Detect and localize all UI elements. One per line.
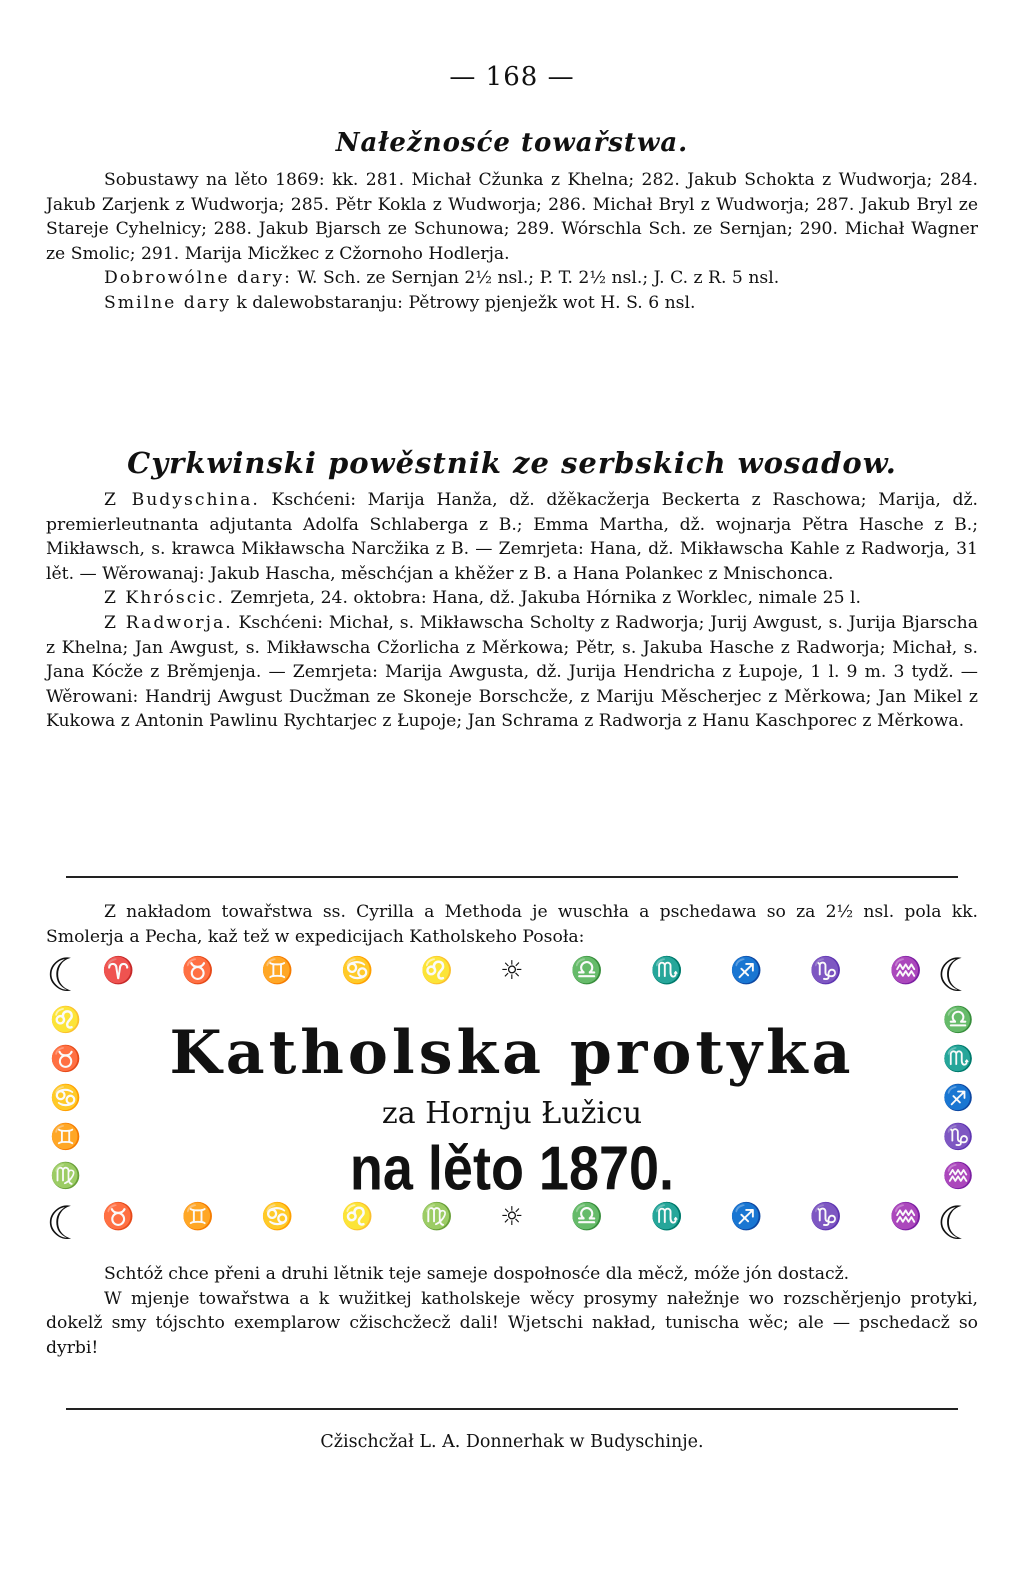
page-number: — 168 — <box>449 62 575 92</box>
zodiac-icon: ♒ <box>889 1202 922 1232</box>
parish-entry <box>46 611 978 734</box>
moon-icon: ☾ <box>936 948 978 1002</box>
almanac-title: Katholska protyka <box>169 1018 855 1088</box>
section-heading-membership: Nałežnosće towařstwa. <box>335 128 689 158</box>
alms-text: k dalewobstaranju: Pětrowy pjenježk wot H. S. 6 nsl. <box>236 292 696 313</box>
sun-icon: ☼ <box>500 956 524 986</box>
almanac-year: na lěto 1870. <box>349 1134 675 1204</box>
zodiac-icon: ♐ <box>730 956 763 986</box>
alms-label: Smilne dary <box>104 292 231 313</box>
zodiac-icon: ♋ <box>50 1082 82 1112</box>
divider <box>66 1408 958 1410</box>
closing-block <box>46 1262 978 1360</box>
parish-text: Zemrjeta, 24. oktobra: Hana, dž. Jakuba Hórnika z Worklec, nimale 25 l. <box>230 588 861 609</box>
zodiac-icon: ♑ <box>809 1202 843 1232</box>
zodiac-icon: ♍ <box>420 1202 453 1232</box>
parish-place: Z Budyschina. <box>104 490 260 510</box>
voluntary-gifts-paragraph <box>46 266 978 291</box>
voluntary-gifts-label: Dobrowólne dary: <box>104 268 292 289</box>
zodiac-border-top <box>102 956 922 986</box>
zodiac-border-bottom <box>102 1202 922 1232</box>
parish-place: Z Radworja. <box>104 612 233 633</box>
zodiac-icon: ♌ <box>50 1004 82 1034</box>
members-paragraph: Sobustawy na lěto 1869: kk. 281. Michał Cžunka z Khelna; 282. Jakub Schokta z Wudworja; 284. Jakub Zarjenk z Wudworja; 285. Pětr Kokla z Wudworja; 286. Michał Bryl z Wudworja; 287. Jakub Bryl ze Stareje Cyhelnicy; 288. Jakub Bjarsch ze Schunowa; 289. Wórschla Sch. ze Sernjan; 290. Michał Wagner ze Smolic; 291. Marija Micžkec z Cžornoho Hodlerja. <box>46 170 978 264</box>
voluntary-gifts-text: W. Sch. ze Sernjan 2½ nsl.; P. T. 2½ nsl.; J. C. z R. 5 nsl. <box>297 268 780 289</box>
zodiac-icon: ♌ <box>340 1202 374 1232</box>
divider <box>66 876 958 878</box>
zodiac-icon: ♌ <box>420 956 453 986</box>
zodiac-icon: ♋ <box>340 956 374 986</box>
zodiac-icon: ♊ <box>50 1122 82 1152</box>
zodiac-icon: ♑ <box>942 1122 974 1152</box>
zodiac-icon: ♋ <box>261 1202 294 1232</box>
zodiac-icon: ♉ <box>102 1202 135 1232</box>
zodiac-icon: ♐ <box>942 1082 974 1112</box>
church-news-block <box>46 488 978 734</box>
zodiac-icon: ♉ <box>181 956 215 986</box>
zodiac-icon: ♈ <box>102 956 135 986</box>
alms-paragraph <box>46 291 978 316</box>
zodiac-icon: ♑ <box>809 956 843 986</box>
almanac-subtitle: za Hornju Łužicu <box>381 1096 643 1131</box>
sun-icon: ☼ <box>500 1202 524 1232</box>
closing-paragraph: W mjenje towařstwa a k wužitkej katholskeje wěcy prosymy nałežnje wo rozschěrjenjo protyki, dokelž smy tójschto exemplarow cžischcžecž dali! Wjetschi nakład, tunischa wěc; ale — pschedacž so dyrbi! <box>46 1288 978 1358</box>
notice-block <box>46 900 978 949</box>
closing-paragraph: Schtóž chce přeni a druhi lětnik teje sameje dospołnosće dla měcž, móže jón dostacž. <box>104 1264 850 1284</box>
membership-block <box>46 168 978 316</box>
zodiac-icon: ♒ <box>942 1161 974 1191</box>
printer-imprint: Cžischcžał L. A. Donnerhak w Budyschinje. <box>320 1432 704 1452</box>
zodiac-icon: ♉ <box>50 1043 82 1073</box>
zodiac-icon: ♎ <box>942 1004 974 1034</box>
zodiac-icon: ♊ <box>181 1202 215 1232</box>
moon-icon: ☾ <box>46 1196 88 1250</box>
zodiac-icon: ♊ <box>261 956 294 986</box>
parish-text: Kschćeni: Marija Hanža, dž. džěkacžerja Beckerta z Raschowa; Marija, dž. premierleutnanta adjutanta Adolfa Schlaberga z B.; Emma Martha, dž. wojnarja Pětra Hasche z B.; Mikławsch, s. krawca Mikławscha Narcžika z B. — Zemrjeta: Hana, dž. Mikławscha Kahle z Radworja, 31 lět. — Wěrowanaj: Jakub Hascha, měschćjan a khěžer z B. a Hana Polankec z Mnischonca. <box>46 490 978 584</box>
moon-icon: ☾ <box>936 1196 978 1250</box>
parish-entry <box>46 586 978 611</box>
zodiac-icon: ♒ <box>889 956 922 986</box>
parish-place: Z Khróscic. <box>104 588 225 609</box>
zodiac-icon: ♏ <box>650 956 683 986</box>
zodiac-icon: ♏ <box>942 1043 974 1073</box>
notice-paragraph: Z nakładom towařstwa ss. Cyrilla a Methoda je wuschła a pschedawa so za 2½ nsl. pola kk. Smolerja a Pecha, kaž tež w expedicijach Katholskeho Posoła: <box>46 902 978 947</box>
parish-text: Kschćeni: Michał, s. Mikławscha Scholty z Radworja; Jurij Awgust, s. Jurija Bjarscha z Khelna; Jan Awgust, s. Mikławscha Cžorlicha z Měrkowa; Pětr, s. Jakuba Hasche z Radworja; Michał, s. Jana Kócže z Brěmjenja. — Zemrjeta: Marija Awgusta, dž. Jurija Hendricha z Łupoje, 1 l. 9 m. 3 tydž. — Wěrowani: Handrij Awgust Ducžman ze Skoneje Borschcže, z Mariju Měscherjec z Měrkowa; Jan Mikel z Kukowa z Antonin Pawlinu Rychtarjec z Łupoje; Jan Schrama z Radworja z Hanu Kaschporec z Měrkowa. <box>46 612 978 732</box>
zodiac-icon: ♎ <box>570 1202 604 1232</box>
moon-icon: ☾ <box>46 948 88 1002</box>
almanac-advertisement <box>46 948 978 1258</box>
zodiac-icon: ♏ <box>650 1202 683 1232</box>
zodiac-icon: ♍ <box>50 1161 82 1191</box>
section-heading-church-news: Cyrkwinski powěstnik ze serbskich wosadow. <box>127 446 897 480</box>
zodiac-icon: ♐ <box>730 1202 763 1232</box>
parish-entry <box>46 488 978 586</box>
zodiac-icon: ♎ <box>570 956 604 986</box>
